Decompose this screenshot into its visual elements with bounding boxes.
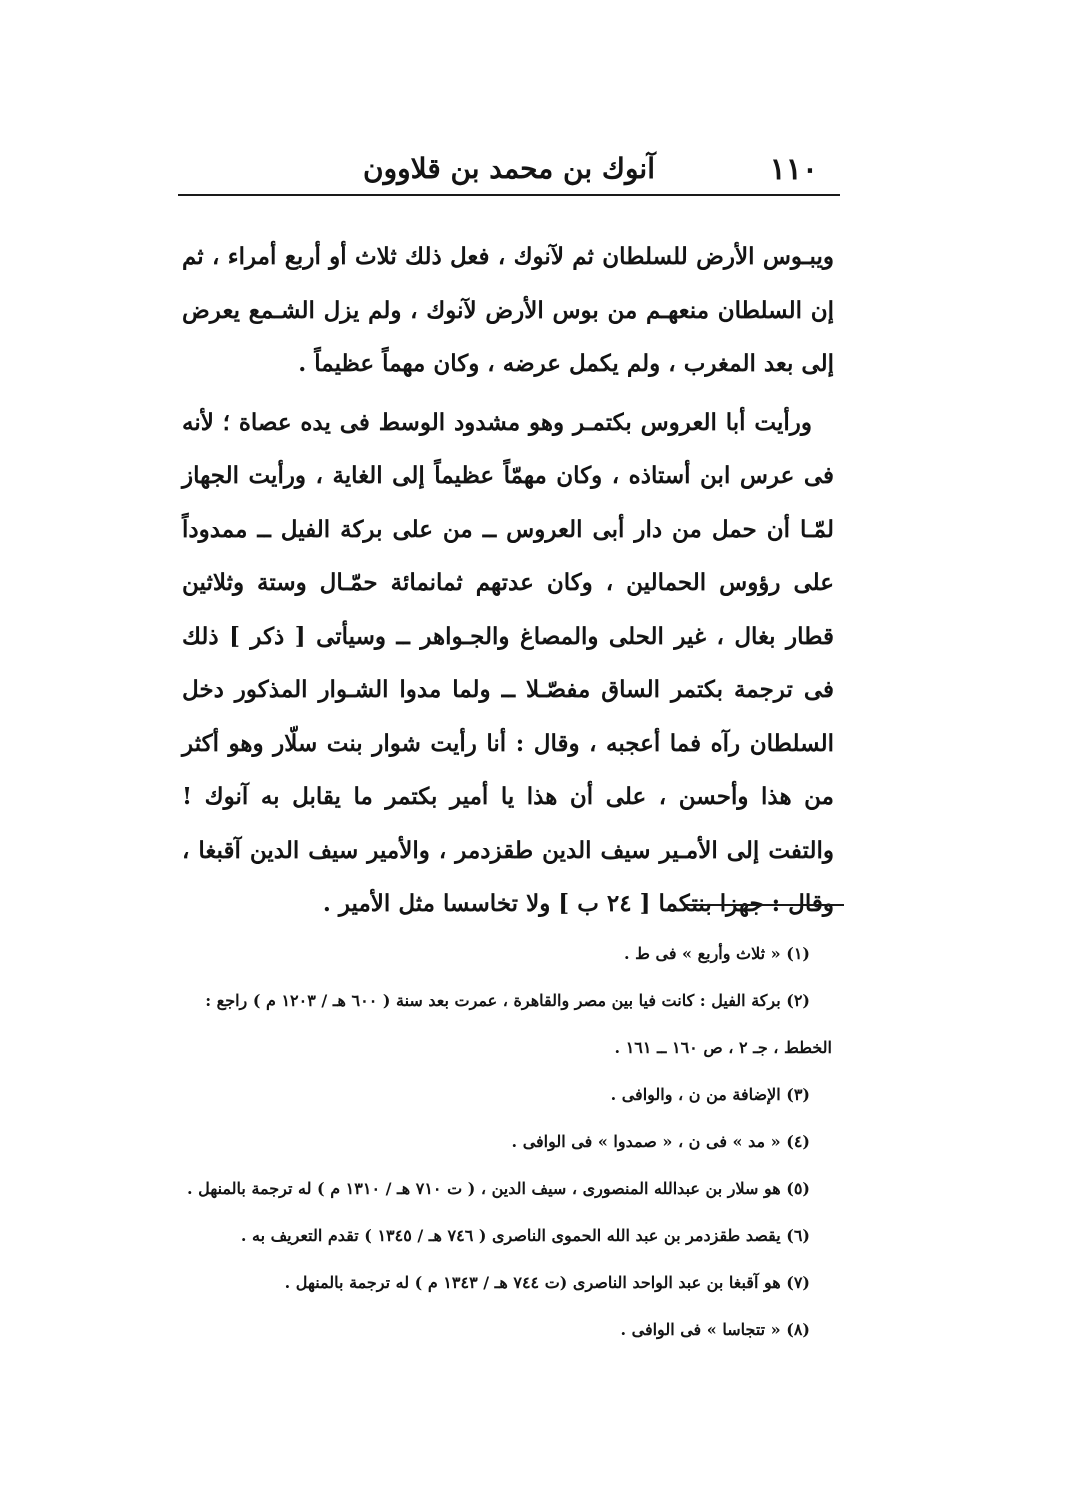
footnote-8 xyxy=(186,1306,832,1353)
footnote-number: (٢) xyxy=(786,991,810,1010)
footnote-5 xyxy=(186,1165,832,1212)
footnote-text: الخطط ، جـ ٢ ، ص ١٦٠ ــ ١٦١ . xyxy=(614,1038,832,1057)
footnote-text: بركة الفيل : كانت فيا بين مصر والقاهرة ، عمرت بعد سنة ( ٦٠٠ هـ / ١٢٠٣ م ) راجع : xyxy=(205,991,781,1010)
footnote-number: (٧) xyxy=(786,1273,810,1292)
footnote-number: (٨) xyxy=(786,1320,810,1339)
footnote-text: « تتجاسا » فى الوافى . xyxy=(620,1320,781,1339)
paragraph-2: ورأيت أبا العروس بكتمـر وهو مشدود الوسط فى يده عصاة ؛ لأنه فى عرس ابن أستاذه ، وكان مهمّاً عظيماً إلى الغاية ، ورأيت الجهاز لمّـا أن حمل من دار أبى العروس ــ من على بركة الفيل ــ ممدوداً على رؤوس الحمالين ، وكان عدتهم ثمانمائة حمّـال وستة وثلاثين قطار بغال ، غير الحلى والمصاغ والجـواهر ــ وسيأتى [ ذكر ] ذلك فى ترجمة بكتمر الساق مفصّـلا ــ ولما مدوا الشـوار المذكور دخل السلطان رآه فما أعجبه ، وقال : أنا رأيت شوار بنت سلّار وهو أكثر من هذا وأحسن ، على أن هذا يا أمير بكتمر ما يقابل به آنوك ! والتفت إلى الأمـير سيف الدين طقزدمر ، والأمير سيف الدين آقبغا ، وقال : جهزا بنتكما [ ٢٤ ب ] ولا تخاسسا مثل الأمير . xyxy=(182,408,834,917)
footnote-2-continuation xyxy=(186,1024,832,1071)
running-title: آنوك بن محمد بن قلاوون xyxy=(363,152,655,185)
footnote-4 xyxy=(186,1118,832,1165)
footnote-text: الإضافة من ن ، والوافى . xyxy=(610,1085,781,1104)
footnote-6 xyxy=(186,1212,832,1259)
paragraph-1: ويبـوس الأرض للسلطان ثم لآنوك ، فعل ذلك ثلاث أو أربع أمراء ، ثم إن السلطان منعهـم من بوس الأرض لآنوك ، ولم يزل الشـمع يعرض إلى بعد المغرب ، ولم يكمل عرضه ، وكان مهماً عظيماً . xyxy=(182,243,834,377)
footnote-text: هو سلار بن عبدالله المنصورى ، سيف الدين ، ( ت ٧١٠ هـ / ١٣١٠ م ) له ترجمة بالمنهل . xyxy=(186,1179,781,1198)
footnote-3 xyxy=(186,1071,832,1118)
footnote-text: « ثلاث وأربع » فى ط . xyxy=(623,944,781,963)
footnote-number: (٥) xyxy=(786,1179,810,1198)
footnote-number: (٦) xyxy=(786,1226,810,1245)
footnotes xyxy=(186,930,832,1353)
footnote-2 xyxy=(186,977,832,1024)
page-number: ١١٠ xyxy=(769,152,818,187)
footnote-number: (١) xyxy=(786,944,810,963)
header-rule xyxy=(178,194,840,196)
footnote-text: هو آقبغا بن عبد الواحد الناصرى (ت ٧٤٤ هـ / ١٣٤٣ م ) له ترجمة بالمنهل . xyxy=(284,1273,781,1292)
page-header xyxy=(178,140,840,192)
main-text xyxy=(182,230,834,931)
footnote-number: (٤) xyxy=(786,1132,810,1151)
footnote-1 xyxy=(186,930,832,977)
footnote-number: (٣) xyxy=(786,1085,810,1104)
footnote-text: يقصد طقزدمر بن عبد الله الحموى الناصرى ( ٧٤٦ هـ / ١٣٤٥ ) تقدم التعريف به . xyxy=(240,1226,781,1245)
footnote-text: « مد » فى ن ، « صمدوا » فى الوافى . xyxy=(511,1132,781,1151)
footnote-7 xyxy=(186,1259,832,1306)
footnote-separator xyxy=(684,904,844,906)
